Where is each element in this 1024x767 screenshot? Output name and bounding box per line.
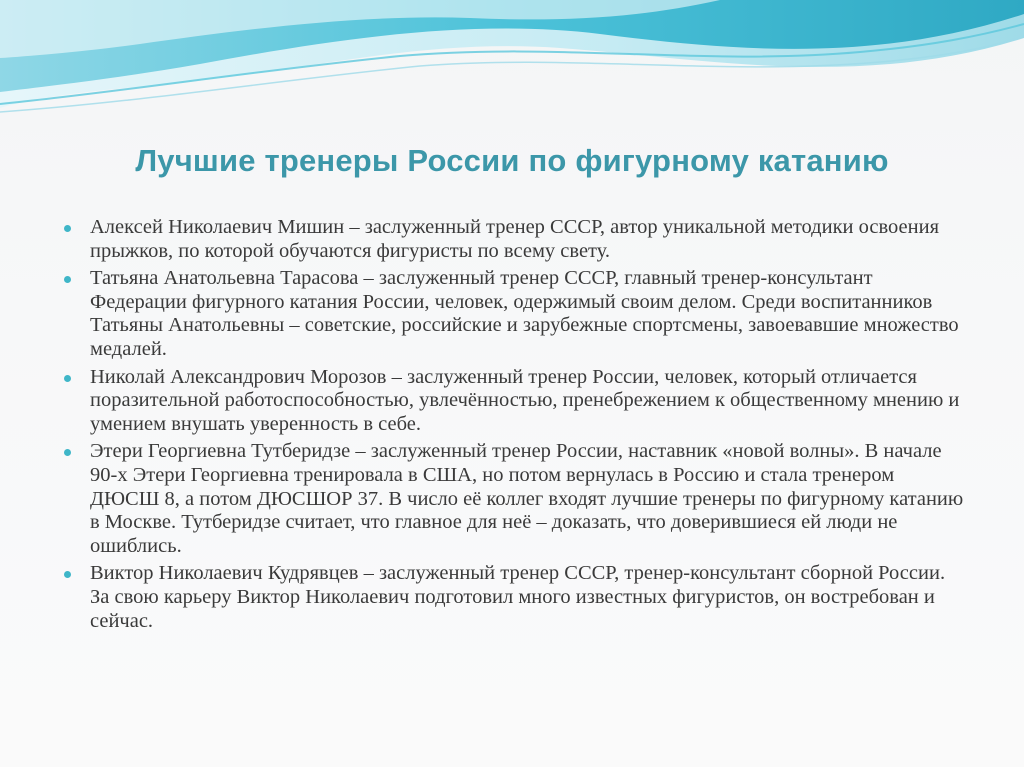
bullet-dot-icon <box>64 225 71 232</box>
bullet-text: Татьяна Анатольевна Тарасова – заслуженный тренер СССР, главный тренер-консультант Федерации фигурного катания России, человек, одержимый своим делом. Среди воспитанников Татьяны Анатольевны – советские, российские и зарубежные спортсмены, завоевавшие множество медалей. <box>90 267 959 360</box>
slide-title: Лучшие тренеры России по фигурному катанию <box>135 143 889 178</box>
bullet-item <box>64 440 964 558</box>
bullet-text: Виктор Николаевич Кудрявцев – заслуженный тренер СССР, тренер-консультант сборной России. За свою карьеру Виктор Николаевич подготовил много известных фигуристов, он востребован и сейчас. <box>90 562 946 632</box>
bullet-item <box>64 267 964 361</box>
bullet-item <box>64 366 964 437</box>
bullet-item <box>64 562 964 633</box>
bullet-item <box>64 216 964 263</box>
bullet-list <box>64 216 964 637</box>
bullet-text: Алексей Николаевич Мишин – заслуженный тренер СССР, автор уникальной методики освоения прыжков, по которой обучаются фигуристы по всему свету. <box>90 216 939 262</box>
bullet-dot-icon <box>64 375 71 382</box>
wave-decoration <box>0 0 1024 130</box>
bullet-dot-icon <box>64 571 71 578</box>
bullet-text: Николай Александрович Морозов – заслуженный тренер России, человек, который отличается поразительной работоспособностью, увлечённостью, пренебрежением к общественному мнению и умением внушать уверенность в себе. <box>90 365 960 435</box>
bullet-dot-icon <box>64 276 71 283</box>
bullet-text: Этери Георгиевна Тутберидзе – заслуженный тренер России, наставник «новой волны». В начале 90-х Этери Георгиевна тренировала в США, но потом вернулась в Россию и стала тренером ДЮСШ 8, а потом ДЮСШОР 37. В число её коллег входят лучшие тренеры по фигурному катанию в Москве. Тутберидзе считает, что главное для неё – доказать, что доверившиеся ей люди не ошиблись. <box>90 440 964 557</box>
bullet-dot-icon <box>64 449 71 456</box>
